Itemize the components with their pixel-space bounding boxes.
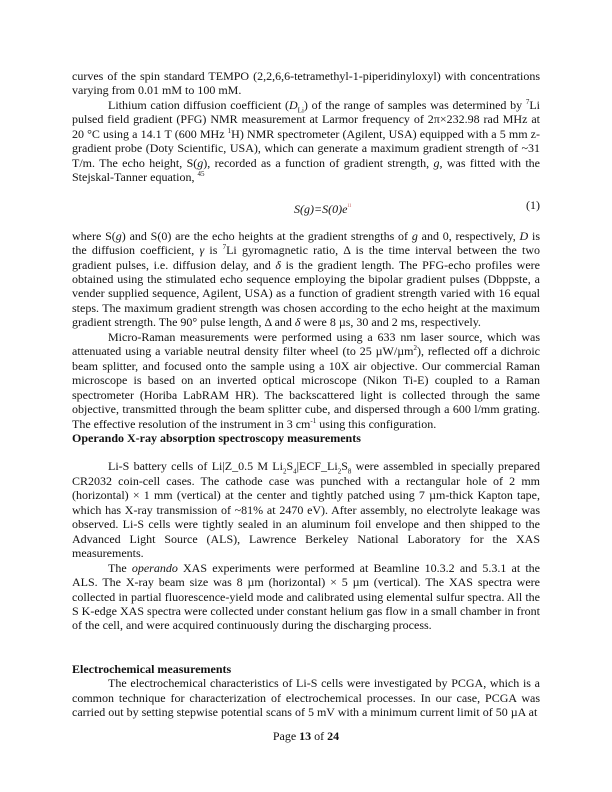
equation-body bbox=[294, 198, 351, 216]
text: XAS experiments were performed at Beamline 10.3.2 and 5.3.1 at the ALS. The X-ray beam size was 8 µm (horizontal) × 5 µm (vertical). The XAS spectra were collected in partial fluorescence-yield mode and calibrated using elemental sulfur spectra. All the S K-edge XAS spectra were collected under constant helium gas flow in a small chamber in front of the cell, and were acquired continuously during the discharging process. bbox=[72, 560, 541, 633]
text: 4 bbox=[293, 467, 297, 476]
text: where S( bbox=[72, 228, 116, 243]
paragraph-where bbox=[72, 229, 540, 330]
page-total: 24 bbox=[327, 729, 340, 743]
spacer bbox=[72, 633, 540, 662]
text: Micro-Raman measurements were performed using a 633 nm laser source, which was attenuated using a variable neutral density filter wheel (to 25 µW/µm bbox=[72, 329, 540, 359]
text: ) of the range of samples was determined by bbox=[303, 97, 526, 112]
text: were assembled in specially prepared CR2032 coin-cell cases. The cathode case was punched with a rectangular hole of 2 mm (horizontal) × 1 mm (vertical) at the center and tightly patched using 7 µm-thick Kapton tape, which has X-ray transmission of ~81% at 2470 eV). After assembly, no electrolyte leakage was observed. Li-S cells were tightly sealed in an aluminum foil envelope and then shipped to the Advanced Light Source (ALS), Lawrence Berkeley National Laboratory for the XAS measurements. bbox=[72, 459, 540, 561]
text: g, bbox=[433, 155, 443, 170]
text: and 0, respectively, bbox=[417, 228, 520, 243]
text: of bbox=[311, 729, 328, 743]
equation-exponent: ıı bbox=[347, 200, 352, 209]
text: is bbox=[204, 243, 223, 258]
paragraph-pcga: The electrochemical characteristics of Li-S cells were investigated by PCGA, which is a common technique for characterization of electrochemical processes. In our case, PCGA was carried out by setting stepwise potential scans of 5 mV with a minimum current limit of 50 µA at bbox=[72, 676, 540, 720]
page-footer bbox=[0, 729, 612, 744]
text: Lithium cation diffusion coefficient ( bbox=[108, 97, 289, 112]
text: is the diffusion coefficient, bbox=[72, 228, 540, 258]
paragraph-raman bbox=[72, 330, 540, 431]
text: D bbox=[289, 97, 298, 112]
text: 7 bbox=[222, 243, 227, 252]
text: S bbox=[341, 459, 348, 474]
text: Li bbox=[297, 106, 304, 115]
text: was fitted with the Stejskal-Tanner equation, bbox=[72, 155, 540, 185]
text: g bbox=[197, 155, 204, 170]
text: Page bbox=[272, 729, 300, 743]
text: Li pulsed field gradient (PFG) NMR measurement at Larmor frequency of 2π×232.98 rad MHz at 20 °C using a 14.1 T (600 MHz bbox=[72, 97, 540, 141]
spacer bbox=[72, 445, 540, 459]
text: 2 bbox=[337, 467, 342, 476]
equation-1 bbox=[72, 193, 540, 223]
text: g bbox=[411, 228, 418, 243]
text: S bbox=[286, 459, 294, 474]
section-heading-electrochemical: Electrochemical measurements bbox=[72, 661, 232, 676]
text: 1 bbox=[227, 126, 232, 135]
text: Li-S battery cells of Li|Z_0.5 M Li bbox=[108, 459, 283, 474]
page-body bbox=[72, 69, 540, 720]
text: D bbox=[519, 228, 529, 243]
text: ), reflected off a dichroic beam splitter, and focused onto the sample using a 10X air objective. Our commercial Raman microscope is based on an inverted optical microscope (Nikon Ti-E) coupled to a Raman spectrometer (Horiba LabRAM HR). The backscattered light is collected through the same objective, transmitted through the beam splitter cube, and dispersed through a 600 l/mm grating. The effective resolution of the instrument in 3 cm bbox=[72, 344, 540, 431]
section-heading-operando: Operando X-ray absorption spectroscopy measurements bbox=[72, 430, 361, 445]
text: The bbox=[108, 560, 132, 575]
citation: 45 bbox=[197, 170, 205, 179]
text: using this configuration. bbox=[316, 416, 437, 431]
text: 8 bbox=[347, 467, 352, 476]
text: ) and S(0) are the echo heights at the gradient strengths of bbox=[121, 228, 412, 243]
page-number: 13 bbox=[299, 729, 312, 743]
paragraph-xas bbox=[72, 561, 540, 633]
text: -1 bbox=[310, 416, 317, 425]
text: γ bbox=[199, 243, 205, 258]
text: g bbox=[115, 228, 122, 243]
text: 2 bbox=[282, 467, 287, 476]
text: ), recorded as a function of gradient strength, bbox=[203, 155, 434, 170]
text: 2 bbox=[413, 344, 417, 353]
text: δ bbox=[294, 315, 301, 330]
text: δ bbox=[275, 257, 281, 272]
text: is the gradient length. The PFG-echo profiles were obtained using the stimulated echo sequence employing the bipolar gradient pulses (Dbppste, a vender supplied sequence, Agilent, USA) as a function of gradient strength varied with 16 equal steps. The maximum gradient strength was chosen according to the echo height at the maximum gradient strength. The 90° pulse length, Δ and bbox=[72, 257, 540, 330]
paragraph-diffusion bbox=[72, 98, 540, 185]
text: 7 bbox=[525, 97, 530, 106]
equation-number: (1) bbox=[526, 197, 540, 212]
paragraph-tempo: curves of the spin standard TEMPO (2,2,6,6-tetramethyl-1-piperidinyloxyl) with concentrations varying from 0.01 mM to 100 mM. bbox=[72, 69, 540, 98]
text: Li gyromagnetic ratio, Δ is the time interval between the two gradient pulses, i.e. diffusion delay, and bbox=[72, 243, 541, 272]
text: |ECF_Li bbox=[296, 459, 338, 474]
text: operando bbox=[131, 560, 178, 575]
text: were 8 µs, 30 and 2 ms, respectively. bbox=[300, 315, 481, 330]
text: H) NMR spectrometer (Agilent, USA) equipped with a 5 mm z-gradient probe (Doty Scientific, USA), which can generate a maximum gradient strength of ~31 T/m. The echo height, S( bbox=[72, 126, 540, 170]
paragraph-cells bbox=[72, 459, 540, 560]
equation-text: S(g)=S(0)e bbox=[294, 201, 348, 216]
